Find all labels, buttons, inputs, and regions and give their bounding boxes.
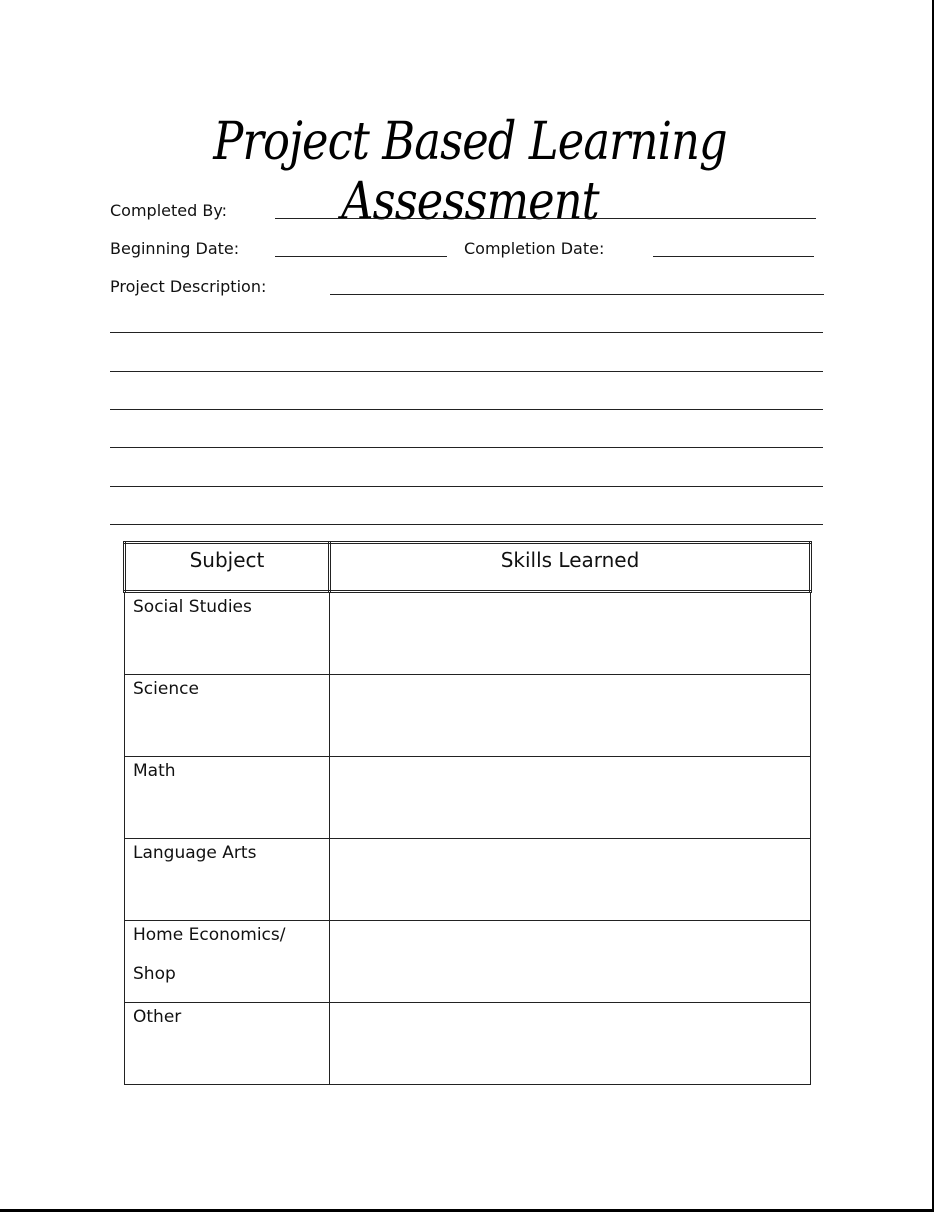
subject-line: Home Economics/ — [133, 925, 286, 945]
table-row — [125, 921, 811, 1003]
description-line[interactable] — [110, 371, 823, 372]
completion-date-label: Completion Date: — [464, 239, 605, 258]
table-row — [125, 675, 811, 757]
beginning-date-label: Beginning Date: — [110, 239, 240, 258]
description-line[interactable] — [110, 524, 823, 525]
table-row — [125, 839, 811, 921]
subject-header: Subject — [125, 543, 330, 592]
page-title: Project Based Learning Assessment — [213, 112, 727, 232]
table-row — [125, 1003, 811, 1085]
project-description-label: Project Description: — [110, 277, 267, 296]
description-line[interactable] — [110, 332, 823, 333]
subject-cell: Social Studies — [125, 592, 330, 675]
skills-cell[interactable] — [330, 675, 811, 757]
subject-cell: Math — [125, 757, 330, 839]
skills-cell[interactable] — [330, 921, 811, 1003]
beginning-date-line[interactable] — [275, 256, 447, 257]
table-row — [125, 592, 811, 675]
completion-date-line[interactable] — [653, 256, 814, 257]
completed-by-label: Completed By: — [110, 201, 228, 220]
subject-cell: Language Arts — [125, 839, 330, 921]
subject-cell: Science — [125, 675, 330, 757]
description-line[interactable] — [110, 409, 823, 410]
skills-learned-header: Skills Learned — [330, 543, 811, 592]
skills-table — [123, 541, 812, 1085]
skills-cell[interactable] — [330, 839, 811, 921]
description-line[interactable] — [110, 486, 823, 487]
subject-cell: Other — [125, 1003, 330, 1085]
skills-cell[interactable] — [330, 1003, 811, 1085]
description-line[interactable] — [330, 294, 824, 295]
skills-cell[interactable] — [330, 592, 811, 675]
subject-line: Shop — [133, 964, 176, 984]
completed-by-line[interactable] — [275, 218, 816, 219]
skills-cell[interactable] — [330, 757, 811, 839]
table-row — [125, 757, 811, 839]
description-line[interactable] — [110, 447, 823, 448]
subject-cell — [125, 921, 330, 1003]
